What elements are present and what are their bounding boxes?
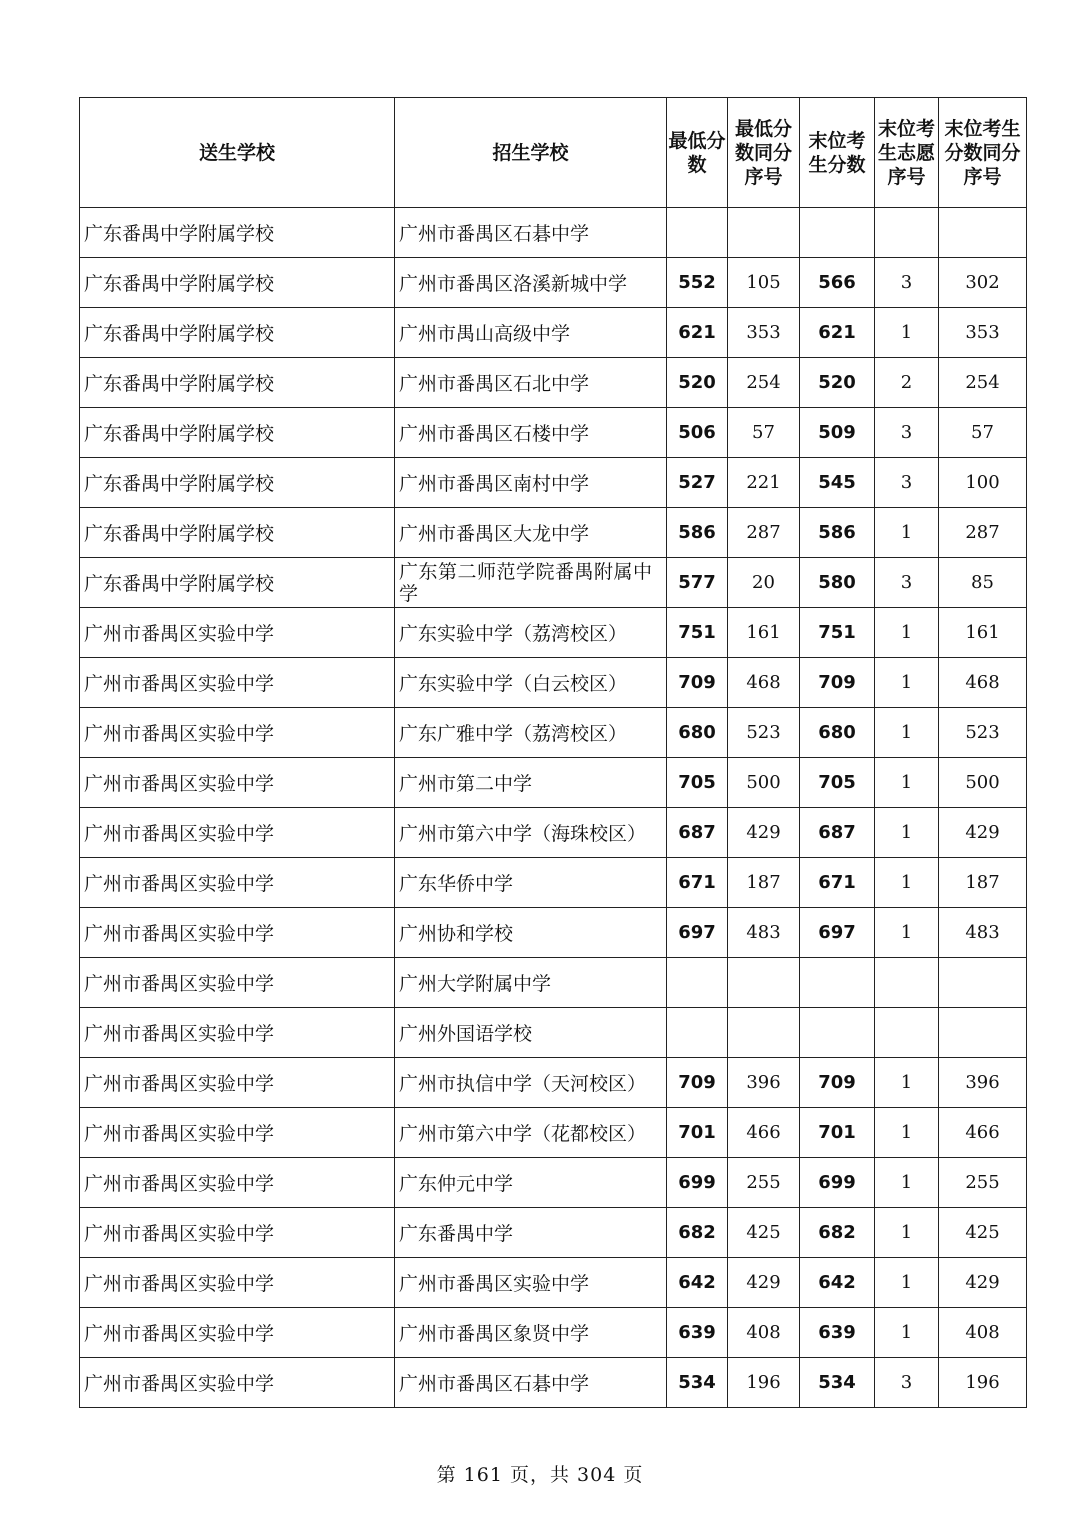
cell-last-score: 751	[800, 608, 875, 658]
cell-last-score: 682	[800, 1208, 875, 1258]
cell-sending-school: 广州市番禺区实验中学	[80, 1158, 395, 1208]
cell-min-score: 586	[667, 508, 728, 558]
cell-last-choice: 1	[875, 1208, 939, 1258]
cell-last-score: 534	[800, 1358, 875, 1408]
cell-last-score-rank: 85	[939, 558, 1027, 608]
table-row	[80, 1208, 1027, 1258]
table-row	[80, 708, 1027, 758]
cell-last-choice: 3	[875, 458, 939, 508]
table-row	[80, 258, 1027, 308]
cell-sending-school: 广东番禺中学附属学校	[80, 308, 395, 358]
cell-last-score-rank: 187	[939, 858, 1027, 908]
cell-sending-school: 广州市番禺区实验中学	[80, 708, 395, 758]
cell-min-score-rank: 221	[728, 458, 800, 508]
cell-last-choice	[875, 208, 939, 258]
cell-min-score-rank: 500	[728, 758, 800, 808]
cell-last-choice: 3	[875, 258, 939, 308]
cell-last-score: 580	[800, 558, 875, 608]
cell-min-score	[667, 958, 728, 1008]
cell-last-score-rank	[939, 208, 1027, 258]
cell-admitting-school: 广东仲元中学	[395, 1158, 667, 1208]
cell-min-score: 701	[667, 1108, 728, 1158]
cell-min-score-rank	[728, 958, 800, 1008]
cell-last-choice: 1	[875, 758, 939, 808]
cell-min-score: 520	[667, 358, 728, 408]
cell-last-choice: 1	[875, 808, 939, 858]
cell-last-choice	[875, 958, 939, 1008]
cell-last-score-rank: 255	[939, 1158, 1027, 1208]
cell-last-score: 680	[800, 708, 875, 758]
cell-admitting-school: 广州市第二中学	[395, 758, 667, 808]
cell-min-score: 642	[667, 1258, 728, 1308]
cell-min-score: 577	[667, 558, 728, 608]
cell-sending-school: 广州市番禺区实验中学	[80, 608, 395, 658]
cell-min-score-rank: 287	[728, 508, 800, 558]
cell-sending-school: 广东番禺中学附属学校	[80, 558, 395, 608]
cell-last-score: 701	[800, 1108, 875, 1158]
table-row	[80, 958, 1027, 1008]
cell-admitting-school: 广州市番禺区实验中学	[395, 1258, 667, 1308]
table-row	[80, 558, 1027, 608]
cell-last-choice	[875, 1008, 939, 1058]
cell-last-choice: 3	[875, 1358, 939, 1408]
table-row	[80, 608, 1027, 658]
table-row	[80, 858, 1027, 908]
cell-min-score: 534	[667, 1358, 728, 1408]
cell-last-score-rank: 500	[939, 758, 1027, 808]
cell-last-choice: 1	[875, 508, 939, 558]
cell-min-score-rank: 20	[728, 558, 800, 608]
cell-min-score-rank	[728, 208, 800, 258]
cell-min-score: 705	[667, 758, 728, 808]
header-sending-school: 送生学校	[80, 98, 395, 208]
header-last-choice: 末位考生志愿序号	[875, 98, 939, 208]
header-min-score: 最低分数	[667, 98, 728, 208]
header-last-score: 末位考生分数	[800, 98, 875, 208]
cell-min-score-rank: 425	[728, 1208, 800, 1258]
cell-admitting-school: 广州市番禺区石碁中学	[395, 208, 667, 258]
cell-last-score	[800, 208, 875, 258]
cell-admitting-school: 广州市番禺区石北中学	[395, 358, 667, 408]
table-row	[80, 408, 1027, 458]
cell-min-score-rank: 353	[728, 308, 800, 358]
cell-admitting-school: 广州市番禺区石碁中学	[395, 1358, 667, 1408]
cell-last-score: 520	[800, 358, 875, 408]
cell-last-choice: 1	[875, 608, 939, 658]
cell-last-score-rank	[939, 958, 1027, 1008]
cell-last-score: 639	[800, 1308, 875, 1358]
table-row	[80, 358, 1027, 408]
cell-sending-school: 广东番禺中学附属学校	[80, 358, 395, 408]
cell-last-score: 545	[800, 458, 875, 508]
cell-sending-school: 广州市番禺区实验中学	[80, 1358, 395, 1408]
table-row	[80, 208, 1027, 258]
cell-sending-school: 广州市番禺区实验中学	[80, 1108, 395, 1158]
cell-min-score: 699	[667, 1158, 728, 1208]
table-row	[80, 758, 1027, 808]
table-row	[80, 1058, 1027, 1108]
cell-last-score	[800, 958, 875, 1008]
table-row	[80, 1008, 1027, 1058]
cell-min-score: 682	[667, 1208, 728, 1258]
cell-admitting-school: 广东华侨中学	[395, 858, 667, 908]
cell-admitting-school: 广东实验中学（荔湾校区）	[395, 608, 667, 658]
cell-last-score-rank: 429	[939, 1258, 1027, 1308]
cell-min-score-rank: 161	[728, 608, 800, 658]
cell-admitting-school: 广州市执信中学（天河校区）	[395, 1058, 667, 1108]
cell-min-score-rank: 255	[728, 1158, 800, 1208]
cell-admitting-school: 广州市第六中学（海珠校区）	[395, 808, 667, 858]
cell-min-score-rank: 483	[728, 908, 800, 958]
cell-last-score: 697	[800, 908, 875, 958]
cell-last-score	[800, 1008, 875, 1058]
cell-last-score-rank: 523	[939, 708, 1027, 758]
table-row	[80, 508, 1027, 558]
cell-last-score: 586	[800, 508, 875, 558]
cell-min-score-rank	[728, 1008, 800, 1058]
cell-last-score-rank: 408	[939, 1308, 1027, 1358]
cell-sending-school: 广州市番禺区实验中学	[80, 758, 395, 808]
cell-last-score-rank	[939, 1008, 1027, 1058]
cell-admitting-school: 广州市第六中学（花都校区）	[395, 1108, 667, 1158]
cell-last-score: 705	[800, 758, 875, 808]
cell-admitting-school: 广东第二师范学院番禺附属中学	[395, 558, 667, 608]
cell-admitting-school: 广东实验中学（白云校区）	[395, 658, 667, 708]
header-last-score-rank: 末位考生分数同分序号	[939, 98, 1027, 208]
cell-sending-school: 广东番禺中学附属学校	[80, 458, 395, 508]
cell-min-score-rank: 105	[728, 258, 800, 308]
cell-admitting-school: 广州市番禺区洛溪新城中学	[395, 258, 667, 308]
cell-sending-school: 广州市番禺区实验中学	[80, 1208, 395, 1258]
cell-last-score-rank: 287	[939, 508, 1027, 558]
cell-min-score: 552	[667, 258, 728, 308]
header-admitting-school: 招生学校	[395, 98, 667, 208]
cell-admitting-school: 广州协和学校	[395, 908, 667, 958]
table-row	[80, 458, 1027, 508]
cell-min-score: 671	[667, 858, 728, 908]
cell-sending-school: 广东番禺中学附属学校	[80, 508, 395, 558]
header-row	[80, 98, 1027, 208]
cell-last-score-rank: 483	[939, 908, 1027, 958]
cell-last-score-rank: 57	[939, 408, 1027, 458]
cell-min-score-rank: 396	[728, 1058, 800, 1108]
cell-min-score: 621	[667, 308, 728, 358]
cell-min-score-rank: 429	[728, 1258, 800, 1308]
cell-min-score: 751	[667, 608, 728, 658]
cell-sending-school: 广州市番禺区实验中学	[80, 658, 395, 708]
cell-min-score: 697	[667, 908, 728, 958]
cell-sending-school: 广东番禺中学附属学校	[80, 208, 395, 258]
cell-last-choice: 1	[875, 1108, 939, 1158]
cell-last-score-rank: 425	[939, 1208, 1027, 1258]
cell-admitting-school: 广州市禺山高级中学	[395, 308, 667, 358]
cell-sending-school: 广州市番禺区实验中学	[80, 1058, 395, 1108]
cell-min-score	[667, 208, 728, 258]
cell-sending-school: 广州市番禺区实验中学	[80, 908, 395, 958]
cell-sending-school: 广州市番禺区实验中学	[80, 808, 395, 858]
cell-admitting-school: 广州市番禺区石楼中学	[395, 408, 667, 458]
cell-last-score: 642	[800, 1258, 875, 1308]
cell-sending-school: 广州市番禺区实验中学	[80, 1308, 395, 1358]
table-body	[80, 208, 1027, 1408]
table-row	[80, 808, 1027, 858]
cell-admitting-school: 广州外国语学校	[395, 1008, 667, 1058]
cell-last-choice: 1	[875, 908, 939, 958]
table-row	[80, 1108, 1027, 1158]
cell-last-score: 509	[800, 408, 875, 458]
cell-min-score: 687	[667, 808, 728, 858]
cell-min-score: 506	[667, 408, 728, 458]
cell-last-score-rank: 161	[939, 608, 1027, 658]
cell-admitting-school: 广州市番禺区大龙中学	[395, 508, 667, 558]
cell-min-score-rank: 254	[728, 358, 800, 408]
cell-last-score-rank: 100	[939, 458, 1027, 508]
cell-sending-school: 广州市番禺区实验中学	[80, 1008, 395, 1058]
cell-last-choice: 1	[875, 708, 939, 758]
cell-last-score: 621	[800, 308, 875, 358]
cell-last-score-rank: 468	[939, 658, 1027, 708]
cell-min-score-rank: 523	[728, 708, 800, 758]
cell-min-score-rank: 468	[728, 658, 800, 708]
cell-last-score: 566	[800, 258, 875, 308]
cell-last-score-rank: 466	[939, 1108, 1027, 1158]
cell-admitting-school: 广州市番禺区象贤中学	[395, 1308, 667, 1358]
cell-min-score: 527	[667, 458, 728, 508]
cell-admitting-school: 广州市番禺区南村中学	[395, 458, 667, 508]
cell-last-choice: 1	[875, 308, 939, 358]
cell-min-score-rank: 57	[728, 408, 800, 458]
score-table	[79, 97, 1027, 1408]
cell-last-choice: 3	[875, 408, 939, 458]
cell-min-score-rank: 466	[728, 1108, 800, 1158]
cell-sending-school: 广州市番禺区实验中学	[80, 858, 395, 908]
cell-last-score: 699	[800, 1158, 875, 1208]
cell-sending-school: 广东番禺中学附属学校	[80, 258, 395, 308]
cell-last-score-rank: 254	[939, 358, 1027, 408]
header-min-score-rank: 最低分数同分序号	[728, 98, 800, 208]
cell-last-choice: 3	[875, 558, 939, 608]
cell-last-score: 671	[800, 858, 875, 908]
table-row	[80, 1158, 1027, 1208]
page-footer: 第 161 页，共 304 页	[436, 1464, 644, 1486]
cell-admitting-school: 广东广雅中学（荔湾校区）	[395, 708, 667, 758]
cell-min-score: 680	[667, 708, 728, 758]
cell-last-score-rank: 429	[939, 808, 1027, 858]
cell-min-score: 709	[667, 658, 728, 708]
cell-admitting-school: 广东番禺中学	[395, 1208, 667, 1258]
cell-min-score-rank: 408	[728, 1308, 800, 1358]
table-row	[80, 1258, 1027, 1308]
cell-last-choice: 1	[875, 1258, 939, 1308]
cell-last-score: 709	[800, 1058, 875, 1108]
table-row	[80, 1358, 1027, 1408]
cell-sending-school: 广州市番禺区实验中学	[80, 1258, 395, 1308]
cell-min-score	[667, 1008, 728, 1058]
cell-min-score-rank: 196	[728, 1358, 800, 1408]
cell-sending-school: 广州市番禺区实验中学	[80, 958, 395, 1008]
cell-last-score-rank: 196	[939, 1358, 1027, 1408]
cell-min-score-rank: 187	[728, 858, 800, 908]
cell-last-score: 687	[800, 808, 875, 858]
cell-last-choice: 1	[875, 1058, 939, 1108]
cell-last-choice: 1	[875, 658, 939, 708]
table-row	[80, 658, 1027, 708]
cell-min-score-rank: 429	[728, 808, 800, 858]
cell-last-score-rank: 302	[939, 258, 1027, 308]
cell-min-score: 639	[667, 1308, 728, 1358]
cell-last-choice: 1	[875, 1158, 939, 1208]
cell-last-choice: 1	[875, 858, 939, 908]
cell-last-choice: 1	[875, 1308, 939, 1358]
cell-min-score: 709	[667, 1058, 728, 1108]
table-row	[80, 908, 1027, 958]
cell-last-score-rank: 353	[939, 308, 1027, 358]
cell-last-score-rank: 396	[939, 1058, 1027, 1108]
cell-sending-school: 广东番禺中学附属学校	[80, 408, 395, 458]
table-row	[80, 1308, 1027, 1358]
cell-admitting-school: 广州大学附属中学	[395, 958, 667, 1008]
cell-last-score: 709	[800, 658, 875, 708]
cell-last-choice: 2	[875, 358, 939, 408]
table-row	[80, 308, 1027, 358]
